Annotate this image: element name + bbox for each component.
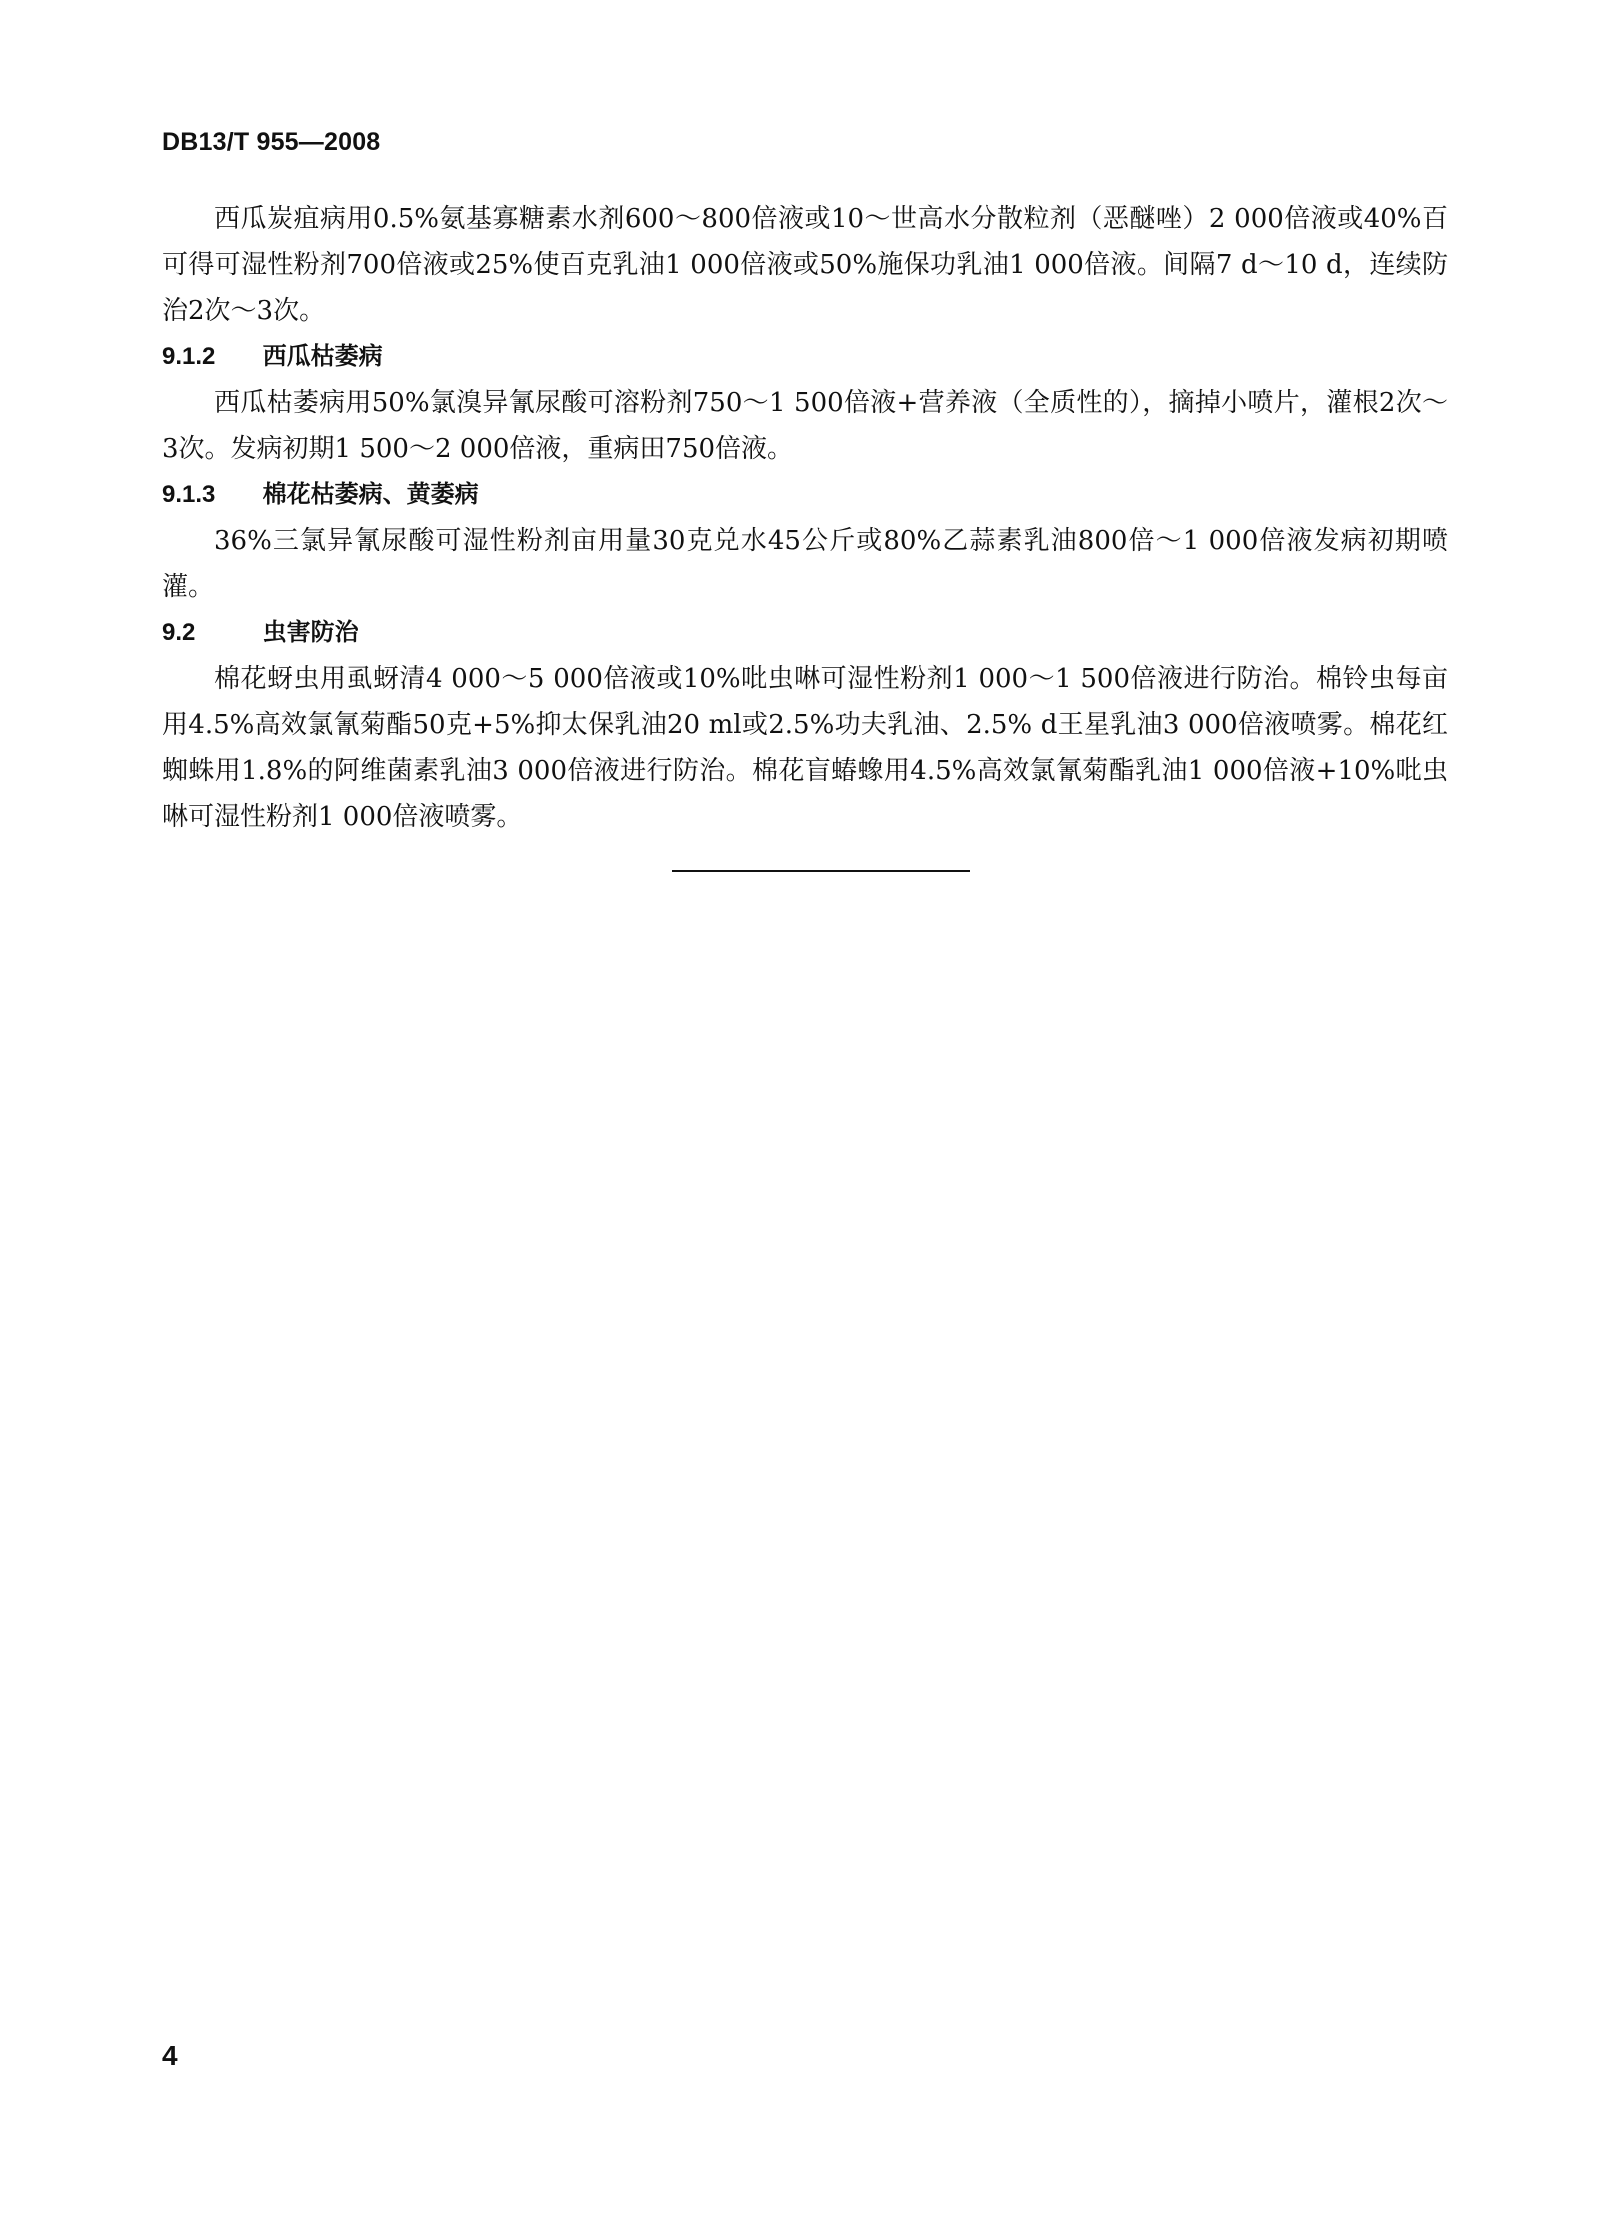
heading-title: 虫害防治 (262, 619, 359, 646)
paragraph-cotton-wilt-diseases: 36%三氯异氰尿酸可湿性粉剂亩用量30克兑水45公斤或80%乙蒜素乳油800倍～1 000倍液发病初期喷灌。 (162, 526, 1448, 602)
heading-title: 棉花枯萎病、黄萎病 (262, 481, 479, 508)
heading-title: 西瓜枯萎病 (262, 343, 383, 370)
heading-number: 9.1.3 (162, 481, 216, 508)
paragraph-watermelon-fusarium-wilt: 西瓜枯萎病用50%氯溴异氰尿酸可溶粉剂750～1 500倍液+营养液（全质性的），摘掉小喷片，灌根2次～3次。发病初期1 500～2 000倍液，重病田750倍液。 (162, 388, 1448, 464)
heading-9-2 (162, 610, 1448, 656)
heading-number: 9.1.2 (162, 343, 216, 370)
end-of-document-rule (672, 870, 970, 872)
heading-number: 9.2 (162, 619, 196, 646)
document-code: DB13/T 955—2008 (162, 128, 381, 156)
document-body (162, 196, 1448, 840)
heading-9-1-3 (162, 472, 1448, 518)
page-number: 4 (162, 2040, 178, 2071)
paragraph-pest-control: 棉花蚜虫用虱蚜清4 000～5 000倍液或10%吡虫啉可湿性粉剂1 000～1 500倍液进行防治。棉铃虫每亩用4.5%高效氯氰菊酯50克+5%抑太保乳油20 ml或2.5%功夫乳油、2.5% d王星乳油3 000倍液喷雾。棉花红蜘蛛用1.8%的阿维菌素乳油3 000倍液进行防治。棉花盲蝽蟓用4.5%高效氯氰菊酯乳油1 000倍液+10%吡虫啉可湿性粉剂1 000倍液喷雾。 (162, 664, 1448, 832)
paragraph-watermelon-anthracnose: 西瓜炭疽病用0.5%氨基寡糖素水剂600～800倍液或10～世高水分散粒剂（恶醚唑）2 000倍液或40%百可得可湿性粉剂700倍液或25%使百克乳油1 000倍液或50%施保功乳油1 000倍液。间隔7 d～10 d，连续防治2次～3次。 (162, 204, 1448, 326)
heading-9-1-2 (162, 334, 1448, 380)
